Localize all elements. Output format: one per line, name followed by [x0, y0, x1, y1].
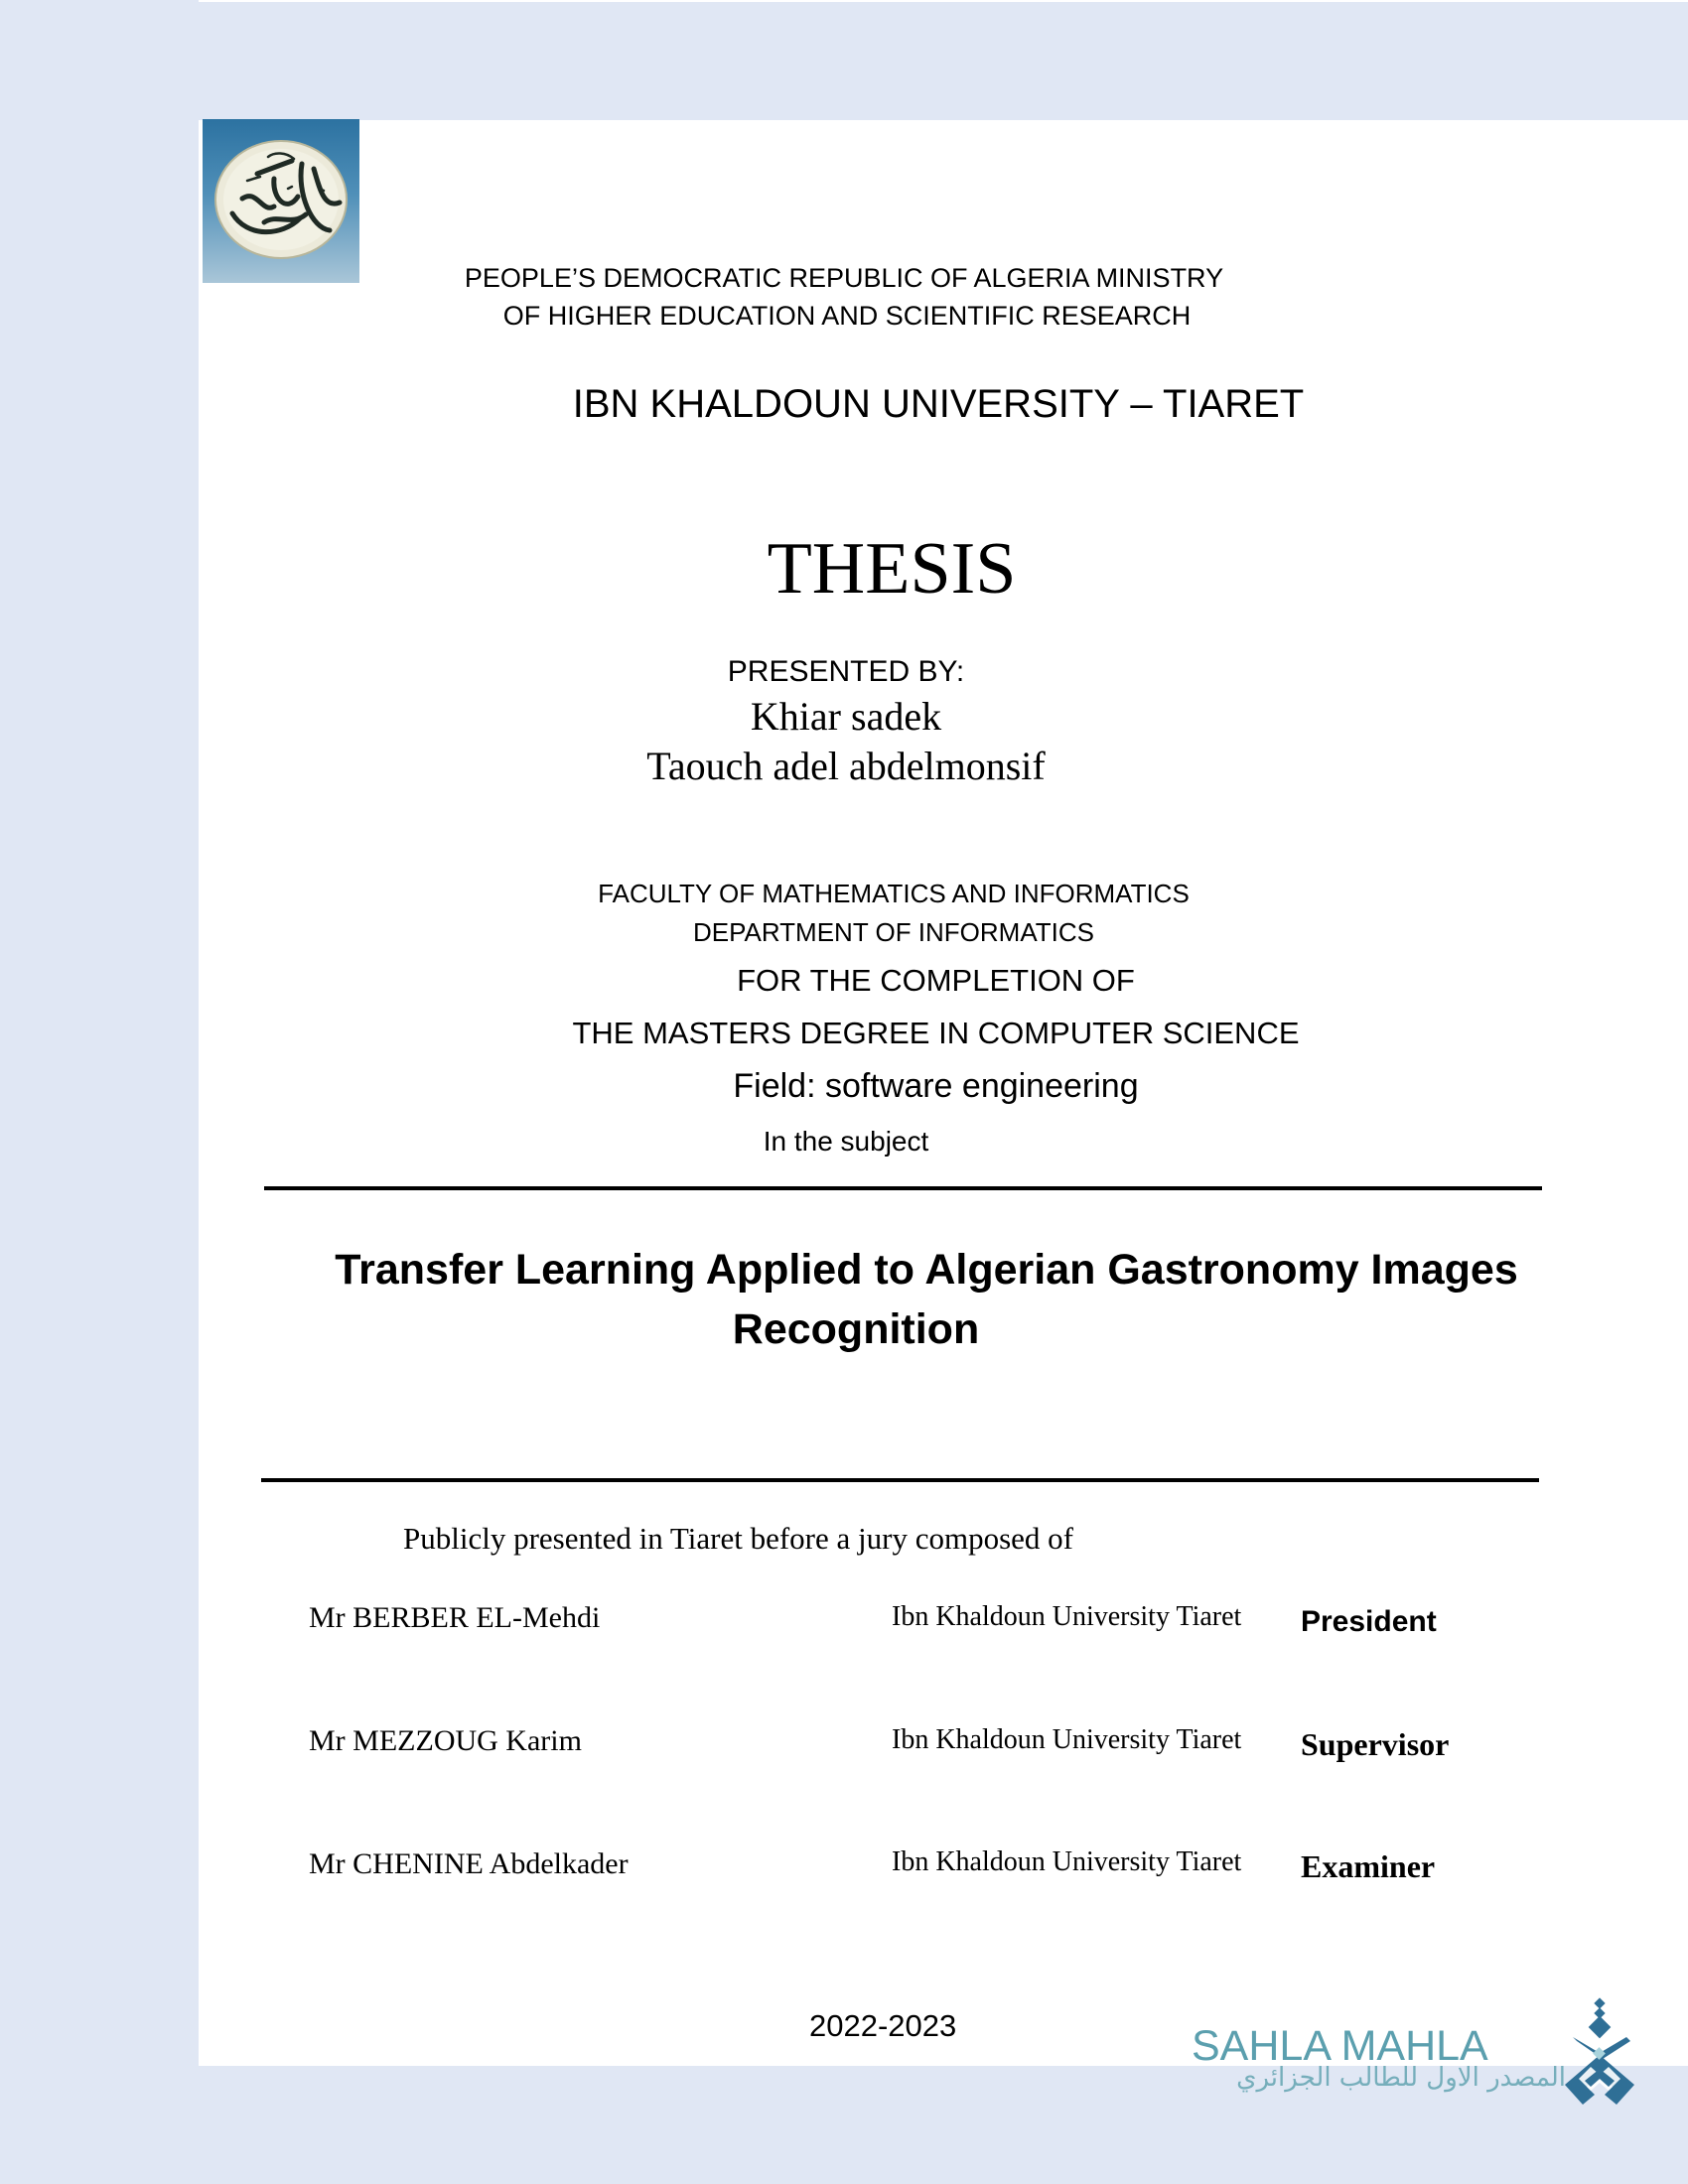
jury-member-institution: Ibn Khaldoun University Tiaret	[892, 1846, 1242, 1877]
field-of-study: Field: software engineering	[733, 1067, 1139, 1105]
author-name-2: Taouch adel abdelmonsif	[646, 744, 1046, 788]
title-rule-top	[264, 1186, 1542, 1190]
subject-intro: In the subject	[763, 1126, 929, 1157]
presented-by-label: PRESENTED BY:	[727, 655, 965, 688]
jury-member-name: Mr BERBER EL-Mehdi	[309, 1601, 601, 1634]
jury-member-role: Supervisor	[1301, 1726, 1450, 1762]
jury-intro: Publicly presented in Tiaret before a jury composed of	[403, 1521, 1073, 1556]
watermark-tagline: المصدر الاول للطالب الجزائري	[1236, 2063, 1566, 2093]
author-name-1: Khiar sadek	[750, 694, 942, 739]
jury-member-institution: Ibn Khaldoun University Tiaret	[892, 1724, 1242, 1755]
purpose-line-1: FOR THE COMPLETION OF	[737, 963, 1135, 998]
jury-member-institution: Ibn Khaldoun University Tiaret	[892, 1601, 1242, 1632]
title-rule-bottom	[261, 1478, 1539, 1482]
university-seal-icon	[203, 119, 359, 283]
department-name: DEPARTMENT OF INFORMATICS	[693, 917, 1094, 947]
jury-member-name: Mr CHENINE Abdelkader	[309, 1847, 629, 1880]
sahla-mahla-logo-icon	[1565, 1997, 1640, 2114]
academic-year: 2022-2023	[809, 2008, 957, 2043]
university-name: IBN KHALDOUN UNIVERSITY – TIARET	[572, 382, 1305, 426]
document-type-title: THESIS	[767, 528, 1017, 610]
thesis-title-line-2: Recognition	[732, 1305, 980, 1353]
thesis-title-line-1: Transfer Learning Applied to Algerian Gastronomy Images	[335, 1246, 1518, 1294]
faculty-name: FACULTY OF MATHEMATICS AND INFORMATICS	[598, 879, 1190, 908]
jury-member-name: Mr MEZZOUG Karim	[309, 1724, 582, 1757]
ministry-line-2: OF HIGHER EDUCATION AND SCIENTIFIC RESEARCH	[502, 301, 1192, 331]
jury-member-role: President	[1301, 1605, 1437, 1638]
watermark-brand: SAHLA MAHLA	[1192, 2022, 1488, 2070]
jury-member-role: Examiner	[1301, 1848, 1436, 1884]
purpose-line-2: THE MASTERS DEGREE IN COMPUTER SCIENCE	[572, 1016, 1300, 1050]
ministry-line-1: PEOPLE’S DEMOCRATIC REPUBLIC OF ALGERIA MINISTRY	[464, 263, 1224, 293]
top-hairline	[199, 0, 1688, 2]
